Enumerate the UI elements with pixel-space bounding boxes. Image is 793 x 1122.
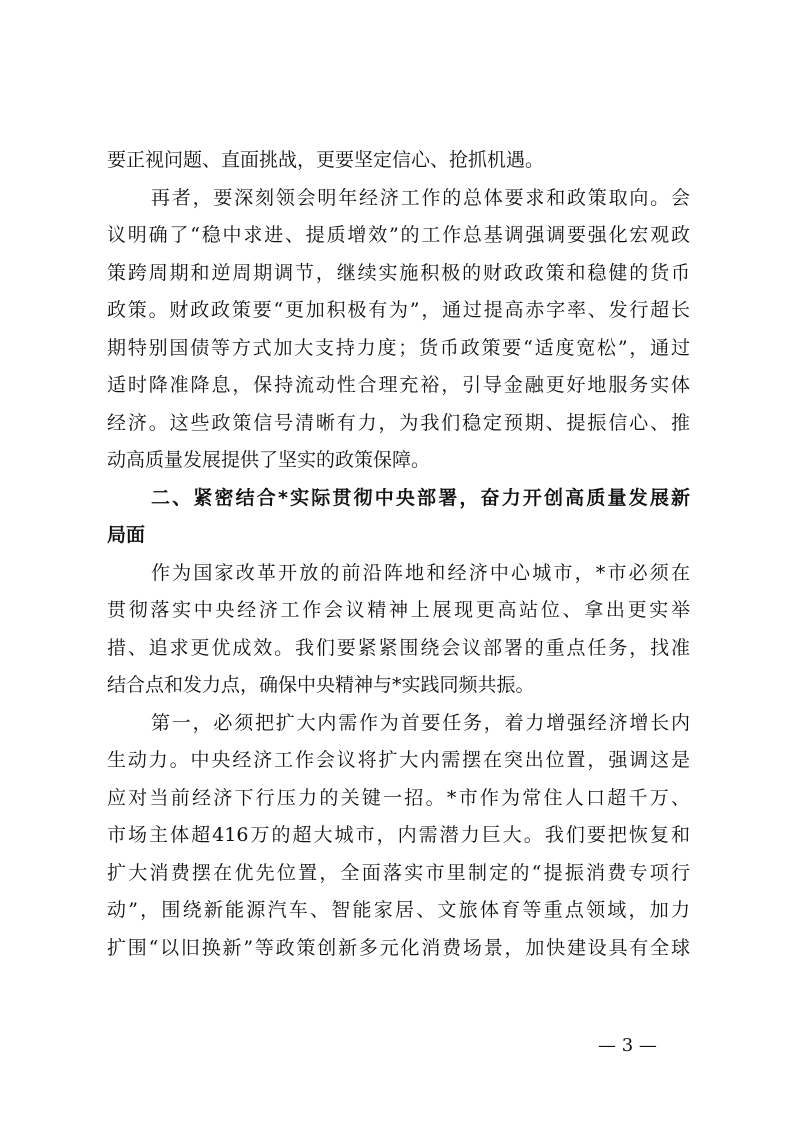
paragraph-line: 市场主体超416万的超大城市，内需潜力巨大。我们要把恢复和 — [107, 824, 690, 846]
paragraph-line: 结合点和发力点，确保中央精神与*实践同频共振。 — [107, 674, 535, 696]
page-number: — 3 — — [598, 1035, 657, 1056]
paragraph-line: 生动力。中央经济工作会议将扩大内需摆在突出位置，强调这是 — [107, 749, 690, 771]
section-heading: 局面 — [107, 524, 146, 546]
paragraph-line: 再者，要深刻领会明年经济工作的总体要求和政策取向。会 — [151, 186, 690, 209]
paragraph-line: 贯彻落实中央经济工作会议精神上展现更高站位、拿出更实举 — [107, 599, 690, 621]
paragraph-line: 作为国家改革开放的前沿阵地和经济中心城市，*市必须在 — [151, 561, 690, 584]
paragraph-line: 政策。财政政策要“更加积极有为”，通过提高赤字率、发行超长 — [107, 299, 690, 321]
section-heading: 二、紧密结合*实际贯彻中央部署，奋力开创高质量发展新 — [151, 486, 690, 509]
document-body — [107, 142, 690, 967]
paragraph-line: 第一，必须把扩大内需作为首要任务，着力增强经济增长内 — [151, 711, 690, 734]
paragraph-line: 措、追求更优成效。我们要紧紧围绕会议部署的重点任务，找准 — [107, 636, 690, 659]
paragraph-line: 经济。这些政策信号清晰有力，为我们稳定预期、提振信心、推 — [107, 411, 690, 434]
paragraph-line: 动高质量发展提供了坚实的政策保障。 — [107, 449, 431, 471]
paragraph-line: 应对当前经济下行压力的关键一招。*市作为常住人口超千万、 — [107, 786, 690, 809]
paragraph-line: 议明确了“稳中求进、提质增效”的工作总基调强调要强化宏观政 — [107, 224, 690, 246]
paragraph-line: 扩围“以旧换新”等政策创新多元化消费场景，加快建设具有全球 — [107, 936, 690, 959]
paragraph-line: 扩大消费摆在优先位置，全面落实市里制定的“提振消费专项行 — [107, 861, 690, 884]
paragraph-line: 期特别国债等方式加大支持力度；货币政策要“适度宽松”，通过 — [107, 336, 690, 359]
paragraph-line: 适时降准降息，保持流动性合理充裕，引导金融更好地服务实体 — [107, 374, 690, 396]
paragraph-line: 要正视问题、直面挑战，更要坚定信心、抢抓机遇。 — [107, 149, 545, 171]
paragraph-line: 策跨周期和逆周期调节，继续实施积极的财政政策和稳健的货币 — [107, 261, 690, 284]
paragraph-line: 动”，围绕新能源汽车、智能家居、文旅体育等重点领域，加力 — [107, 899, 690, 921]
